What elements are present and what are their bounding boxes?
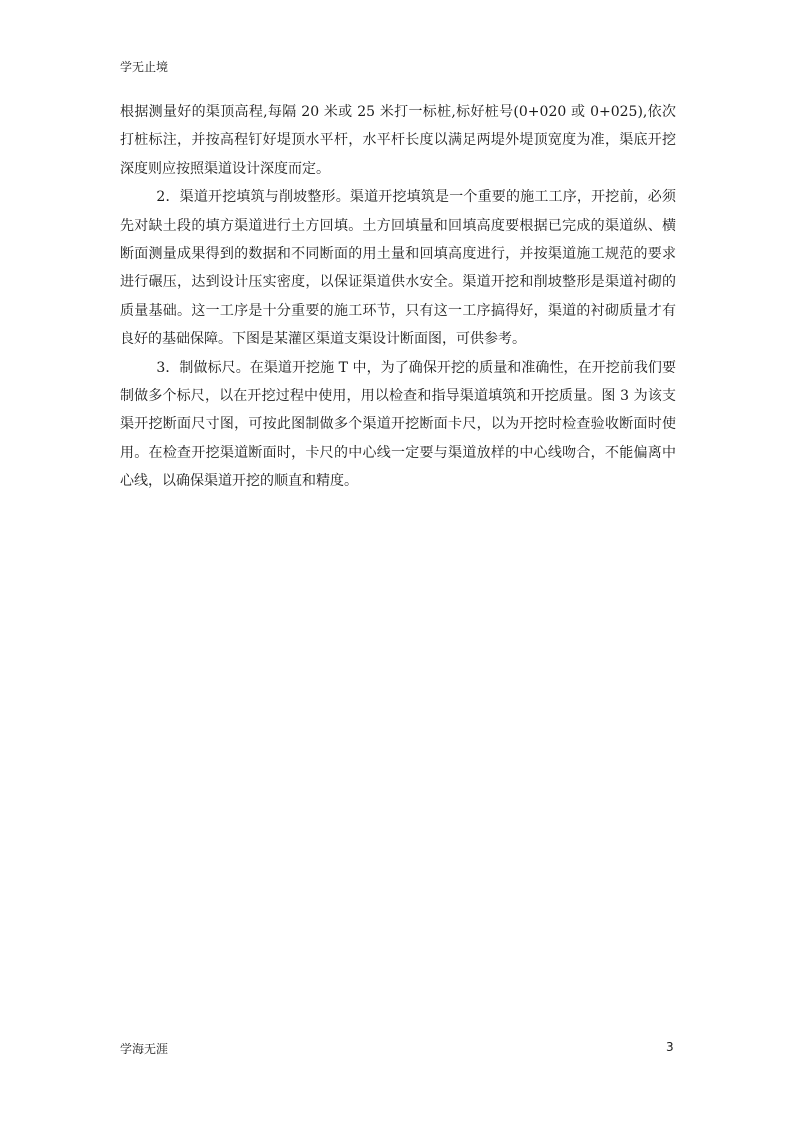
page-header: 学无止境 bbox=[120, 60, 169, 74]
paragraph-continuation: 根据测量好的渠顶高程,每隔 20 米或 25 米打一标桩,标好桩号(0+020 或 0+025),依次打桩标注，并按高程钉好堤顶水平杆，水平杆长度以满足两堤外堤顶宽度为准，渠底开挖深度则应按照渠道设计深度而定。 bbox=[120, 104, 676, 177]
paragraph-making-gauge: 3．制做标尺。在渠道开挖施 T 中，为了确保开挖的质量和准确性，在开挖前我们要制做多个标尺，以在开挖过程中使用，用以检查和指导渠道填筑和开挖质量。图 3 为该支渠开挖断面尺寸图，可按此图制做多个渠道开挖断面卡尺，以为开挖时检查验收断面时使用。在检查开挖渠道断面时，卡尺的中心线一定要与渠道放样的中心线吻合，不能偏离中心线，以确保渠道开挖的顺直和精度。 bbox=[120, 359, 676, 490]
paragraph-excavation-filling: 2．渠道开挖填筑与削坡整形。渠道开挖填筑是一个重要的施工工序，开挖前，必须先对缺土段的填方渠道进行土方回填。土方回填量和回填高度要根据已完成的渠道纵、横断面测量成果得到的数据和不同断面的用土量和回填高度进行，并按渠道施工规范的要求进行碾压，达到设计压实密度，以保证渠道供水安全。渠道开挖和削坡整形是渠道衬砌的质量基础。这一工序是十分重要的施工环节，只有这一工序搞得好，渠道的衬砌质量才有良好的基础保障。下图是某灌区渠道支渠设计断面图，可供参考。 bbox=[120, 189, 676, 348]
page-footer: 学海无涯 bbox=[120, 1042, 169, 1056]
page-number: 3 bbox=[666, 1040, 674, 1054]
document-body bbox=[120, 98, 676, 496]
